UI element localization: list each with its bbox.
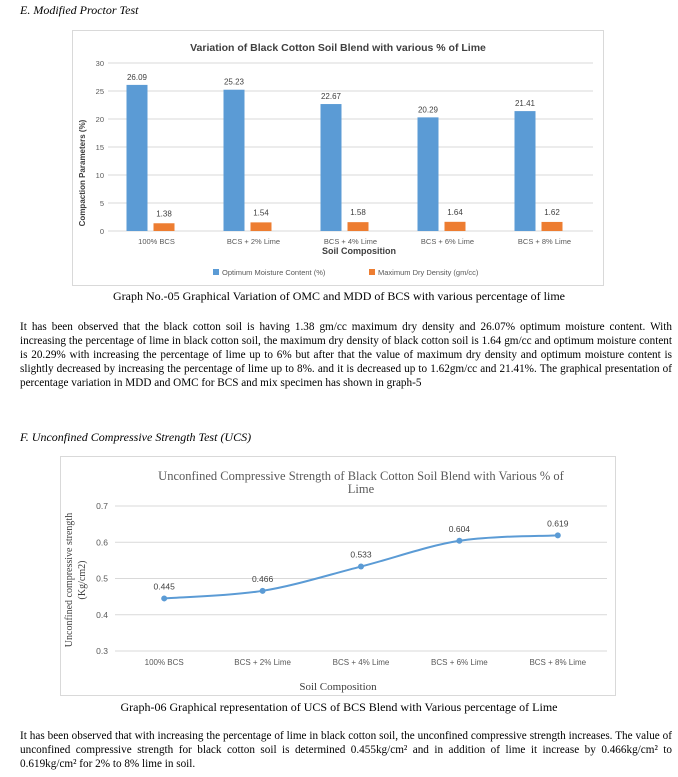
compaction-chart-frame <box>72 30 604 286</box>
line-ytick-label: 0.4 <box>96 609 108 620</box>
ucs-data-label: 0.619 <box>547 518 569 529</box>
line-chart-ylabel-line1: Unconfined compressive strength <box>64 512 75 648</box>
graph5-caption: Graph No.-05 Graphical Variation of OMC and MDD of BCS with various percentage of lime <box>112 289 565 303</box>
bar-chart-xlabel: Soil Composition <box>322 246 396 256</box>
omc-bar <box>224 90 245 231</box>
ucs-data-label: 0.604 <box>448 523 471 534</box>
graph6-caption: Graph-06 Graphical representation of UCS of BCS Blend with Various percentage of Lime <box>120 700 558 714</box>
ucs-data-label: 0.466 <box>251 573 274 584</box>
bar-xtick-label: 100% BCS <box>138 237 175 246</box>
bar-ytick-label: 5 <box>99 199 104 208</box>
ucs-data-point <box>456 538 462 544</box>
mdd-data-label: 1.64 <box>447 207 463 217</box>
line-ytick-label: 0.7 <box>96 501 108 511</box>
legend-omc-label: Optimum Moisture Content (%) <box>222 268 326 277</box>
line-xtick-label: 100% BCS <box>144 658 184 667</box>
mdd-bar <box>445 222 466 231</box>
omc-bar <box>127 85 148 231</box>
mdd-bar <box>348 222 369 231</box>
ucs-chart-frame <box>60 456 616 696</box>
ucs-data-point <box>555 532 561 538</box>
mdd-bar <box>251 222 272 231</box>
omc-data-label: 20.29 <box>417 105 439 115</box>
bar-ytick-label: 15 <box>95 143 104 152</box>
bar-chart-title: Variation of Black Cotton Soil Blend with various % of Lime <box>190 42 486 54</box>
line-ytick-label: 0.6 <box>96 537 108 548</box>
ucs-data-label: 0.533 <box>350 549 372 560</box>
mdd-data-label: 1.38 <box>156 209 172 219</box>
line-chart-xlabel: Soil Composition <box>299 681 377 693</box>
bar-xtick-label: BCS + 4% Lime <box>323 237 378 246</box>
ucs-data-point <box>161 595 167 601</box>
section-e-heading: E. Modified Proctor Test <box>20 3 139 17</box>
line-ytick-label: 0.5 <box>96 573 108 584</box>
omc-data-label: 26.09 <box>126 72 148 82</box>
ucs-data-point <box>260 588 266 594</box>
bar-ytick-label: 20 <box>95 115 104 124</box>
omc-bar <box>515 111 536 231</box>
mdd-data-label: 1.54 <box>253 208 269 218</box>
bar-xtick-label: BCS + 6% Lime <box>420 237 475 246</box>
mdd-bar <box>542 222 563 231</box>
bar-ytick-label: 25 <box>95 87 104 96</box>
line-xtick-label: BCS + 4% Lime <box>332 658 390 667</box>
mdd-data-label: 1.58 <box>350 208 366 218</box>
line-chart-title-line1: Unconfined Compressive Strength of Black Cotton Soil Blend with Various % of <box>158 469 564 483</box>
ucs-data-point <box>358 564 364 570</box>
bar-ytick-label: 30 <box>95 59 104 68</box>
line-chart-title-line2: Lime <box>347 482 375 496</box>
omc-bar <box>418 117 439 231</box>
omc-data-label: 21.41 <box>514 99 536 109</box>
paragraph-ucs: It has been observed that with increasing the percentage of lime in black cotton soil, the unconfined compressive strength increases. The value of unconfined compressive strength for black cotton soil is determined 0.455kg/cm² and in addition of lime it increase by 0.466kg/cm² to 0.619kg/cm² for 2% to 8% lime in soil. <box>20 730 672 770</box>
line-xtick-label: BCS + 6% Lime <box>431 658 488 667</box>
line-chart-ylabel-line2: (Kg/cm2) <box>77 560 88 600</box>
mdd-data-label: 1.62 <box>544 207 560 217</box>
omc-data-label: 25.23 <box>223 77 245 87</box>
bar-xtick-label: BCS + 8% Lime <box>517 237 572 246</box>
legend-mdd-label: Maximum Dry Density (gm/cc) <box>378 268 479 277</box>
bar-xtick-label: BCS + 2% Lime <box>226 237 281 246</box>
line-ytick-label: 0.3 <box>96 646 108 656</box>
line-xtick-label: BCS + 2% Lime <box>234 658 291 667</box>
compaction-bar-chart <box>73 31 603 285</box>
omc-data-label: 22.67 <box>320 92 342 102</box>
section-f-heading: F. Unconfined Compressive Strength Test (UCS) <box>20 430 252 444</box>
paragraph-omc-mdd: It has been observed that the black cotton soil is having 1.38 gm/cc maximum dry density and 26.07% optimum moisture content. With increasing the percentage of lime in black cotton soil, the maximum dry density of black cotton soil is 1.64 gm/cc and optimum moisture content is 20.29% with increasing the percentage of lime up to 6% but after that the value of maximum dry density and optimum moisture content is slightly decreased by increasing the percentage of lime up to 8%. and it is decreased up to 1.62gm/cc and 21.41%. The graphical presentation of percentage variation in MDD and OMC for BCS and mix specimen has shown in graph-5 <box>20 321 672 389</box>
legend-mdd-swatch <box>369 269 375 275</box>
legend-omc-swatch <box>213 269 219 275</box>
bar-ytick-label: 0 <box>99 227 104 236</box>
line-xtick-label: BCS + 8% Lime <box>529 658 587 667</box>
ucs-data-label: 0.445 <box>153 581 175 592</box>
omc-bar <box>321 104 342 231</box>
bar-chart-ylabel: Compaction Parameters (%) <box>78 119 87 227</box>
bar-ytick-label: 10 <box>95 171 104 180</box>
ucs-line-chart <box>61 457 615 695</box>
mdd-bar <box>154 223 175 231</box>
